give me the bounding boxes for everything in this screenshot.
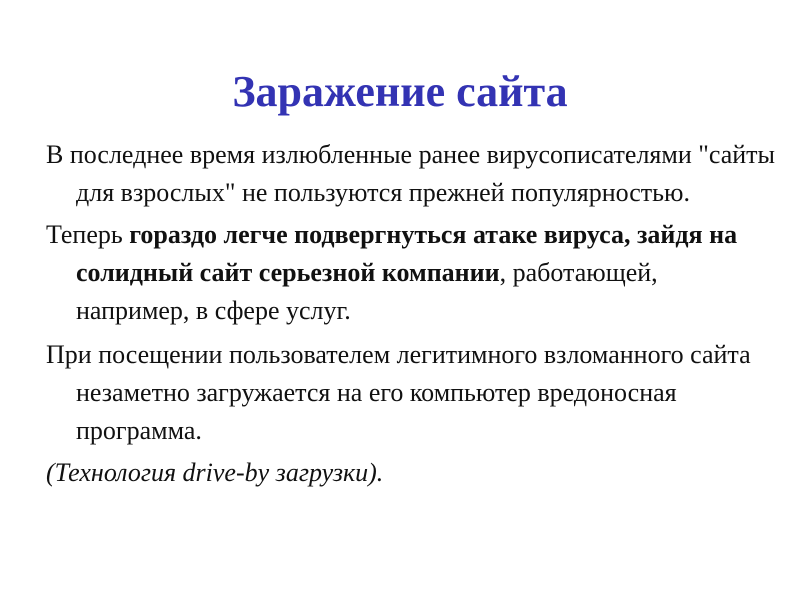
paragraph-solid-sites: [46, 216, 776, 330]
paragraph-adult-sites: В последнее время излюбленные ранее вирусописателями "сайты для взрослых" не пользуются прежней популярностью.: [46, 140, 776, 207]
paragraph-bold-text: гораздо легче подвергнуться атаке вируса, зайдя на солидный сайт серьезной компании: [76, 220, 738, 287]
paragraph-drive-by-note: (Технология drive-by загрузки).: [46, 458, 384, 487]
paragraph-lead-text: Теперь: [46, 220, 130, 249]
slide-body: [46, 136, 776, 496]
paragraph-hacked-site: При посещении пользователем легитимного взломанного сайта незаметно загружается на его компьютер вредоносная программа.: [46, 340, 751, 445]
slide-title: Заражение сайта: [232, 67, 568, 116]
paragraph-tail-text: , работающей, например, в сфере услуг.: [76, 258, 658, 325]
